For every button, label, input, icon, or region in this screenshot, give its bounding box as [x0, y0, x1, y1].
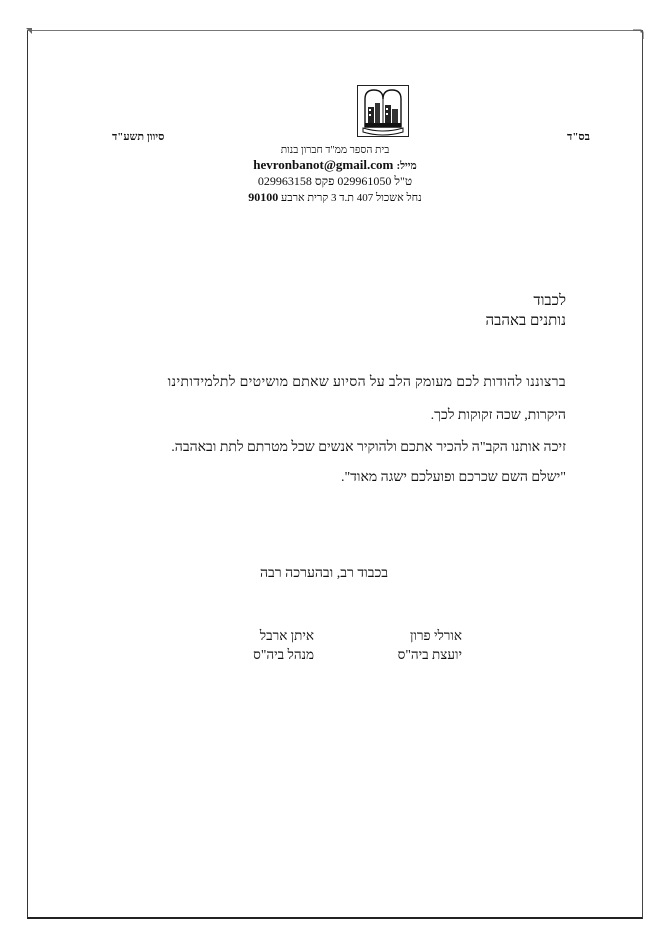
signature-name: איתן ארבל — [259, 628, 314, 643]
school-name: בית הספר ממ"ד חברון בנות — [280, 145, 390, 156]
header-bsd: בס"ד — [567, 131, 590, 143]
signature-counselor — [398, 628, 462, 663]
body-line-2: היקרות, שכה זקוקות לכך. — [430, 408, 566, 423]
page-curl-icon — [632, 28, 644, 40]
body-line-4: "ישלם השם שכרכם ופועלכם ישגה מאוד". — [340, 470, 566, 485]
body-line-3: זיכה אותנו הקב"ה להכיר אתכם ולהוקיר אנשים שכל מטרתם לתת ובאהבה. — [171, 440, 566, 455]
closing: בכבוד רב, ובהערכה רבה — [260, 566, 389, 581]
body-line-1: ברצוננו להודות לכם מעומק הלב על הסיוע שאתם מושיטים לתלמידותינו — [167, 375, 566, 390]
school-email-line — [0, 157, 670, 173]
signature-principal — [253, 628, 314, 663]
signature-name: אורלי פרון — [409, 628, 462, 643]
school-logo — [357, 85, 409, 137]
school-phone: ט"ל 029961050 פקס 029963158 — [257, 174, 413, 188]
signature-title: יועצת ביה"ס — [397, 647, 462, 662]
school-email: hevronbanot@gmail.com — [253, 157, 394, 172]
school-address: נחל אשכול 407 ת.ד 3 קרית ארבע — [281, 192, 422, 204]
recipient-honorific: לכבוד — [533, 293, 566, 309]
email-label: מייל: — [396, 161, 417, 172]
recipient-name: נותנים באהבה — [485, 313, 566, 329]
signature-title: מנהל ביה"ס — [253, 647, 314, 662]
page-corner-mark — [25, 27, 33, 35]
school-zip: 90100 — [248, 190, 279, 204]
header-date: סיוון תשע"ד — [112, 131, 165, 143]
school-address-line — [0, 190, 670, 205]
